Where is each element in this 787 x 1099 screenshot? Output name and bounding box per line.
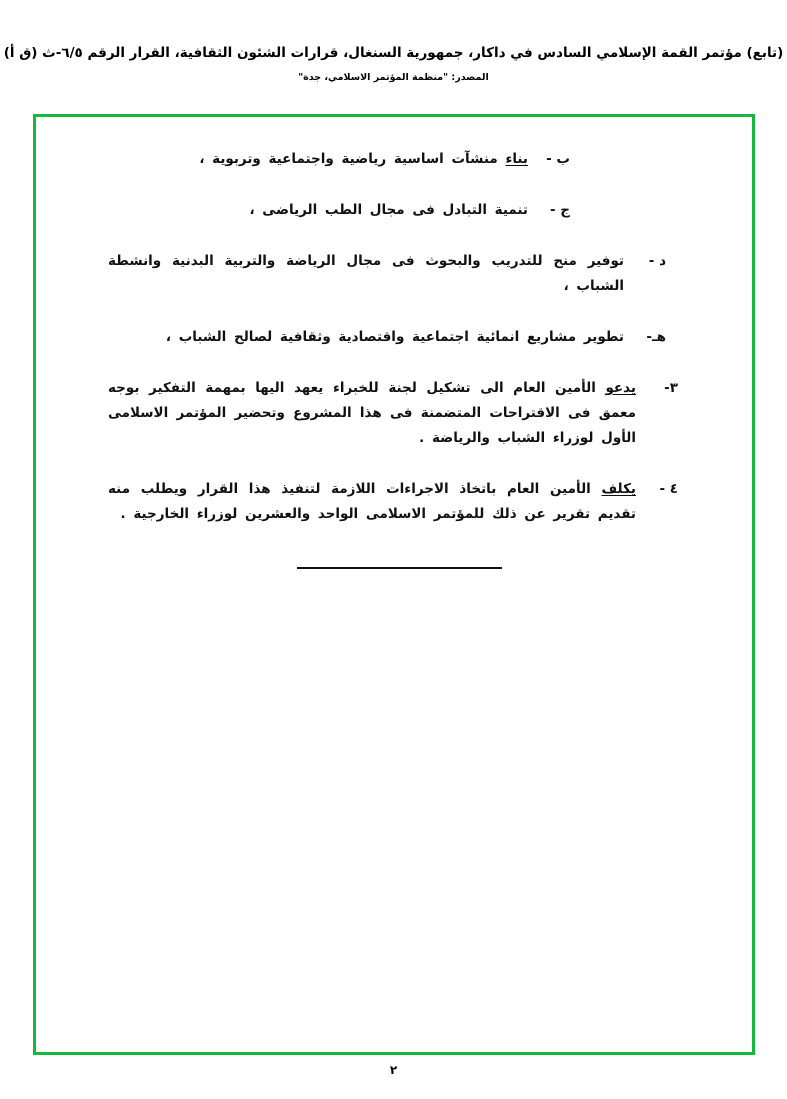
header-source: المصدر: "منظمة المؤتمر الاسلامي، جدة" <box>298 71 489 83</box>
clause-body: الأمين العام باتخاذ الاجراءات اللازمة لتنفيذ هذا القرار ويطلب منه تقديم تقرير عن ذلك للمؤتمر الاسلامى الواحد والعشرين لوزراء الخارجية . <box>108 480 636 522</box>
clause-item <box>108 477 690 527</box>
clause-text <box>108 249 624 299</box>
clause-body: تطوير مشاريع انمائية اجتماعية واقتصادية وثقافية لصالح الشباب ، <box>165 328 624 345</box>
clause-marker: ٣- <box>664 379 678 396</box>
document-header <box>0 44 787 83</box>
clause-body: تنمية التبادل فى مجال الطب الرياضى ، <box>249 201 528 218</box>
section-divider <box>297 567 502 569</box>
scanned-page-frame <box>33 114 755 1055</box>
clause-marker: ٤ - <box>659 480 678 497</box>
clause-text <box>108 147 528 172</box>
clause-body: توفير منح للتدريب والبحوث فى مجال الرياضة والتربية البدنية وانشطة الشباب ، <box>108 252 624 294</box>
clause-text <box>108 325 624 350</box>
clause-item <box>108 198 690 223</box>
clause-text <box>108 477 636 527</box>
clause-body: منشآت اساسية رياضية واجتماعية وتربوية ، <box>199 151 506 167</box>
clause-item <box>108 147 690 172</box>
clause-marker: هـ- <box>646 328 666 345</box>
clause-underlined-lead: يدعو <box>605 379 636 396</box>
header-title: (تابع) مؤتمر القمة الإسلامي السادس في داكار، جمهورية السنغال، قرارات الشئون الثقافية، القرار الرقم ٦/٥-ث (ق أ) <box>3 45 784 61</box>
clause-marker: ج - <box>549 201 570 218</box>
clause-marker: ب - <box>546 151 570 167</box>
document-body <box>36 147 752 569</box>
clause-item <box>108 249 690 299</box>
clause-item <box>108 325 690 350</box>
clause-body: الأمين العام الى تشكيل لجنة للخبراء يعهد اليها بمهمة التفكير بوجه معمق فى الاقتراحات المتضمنة فى هذا المشروع وتحضير المؤتمر الاسلامى الأول لوزراء الشباب والرياضة . <box>108 379 636 446</box>
clause-text <box>108 376 636 451</box>
page-number: ٢ <box>389 1063 398 1077</box>
clause-text <box>108 198 528 223</box>
clause-underlined-lead: بناء <box>505 151 528 167</box>
clause-marker: د - <box>648 252 666 269</box>
clause-item <box>108 376 690 451</box>
clause-underlined-lead: يكلف <box>601 480 636 497</box>
